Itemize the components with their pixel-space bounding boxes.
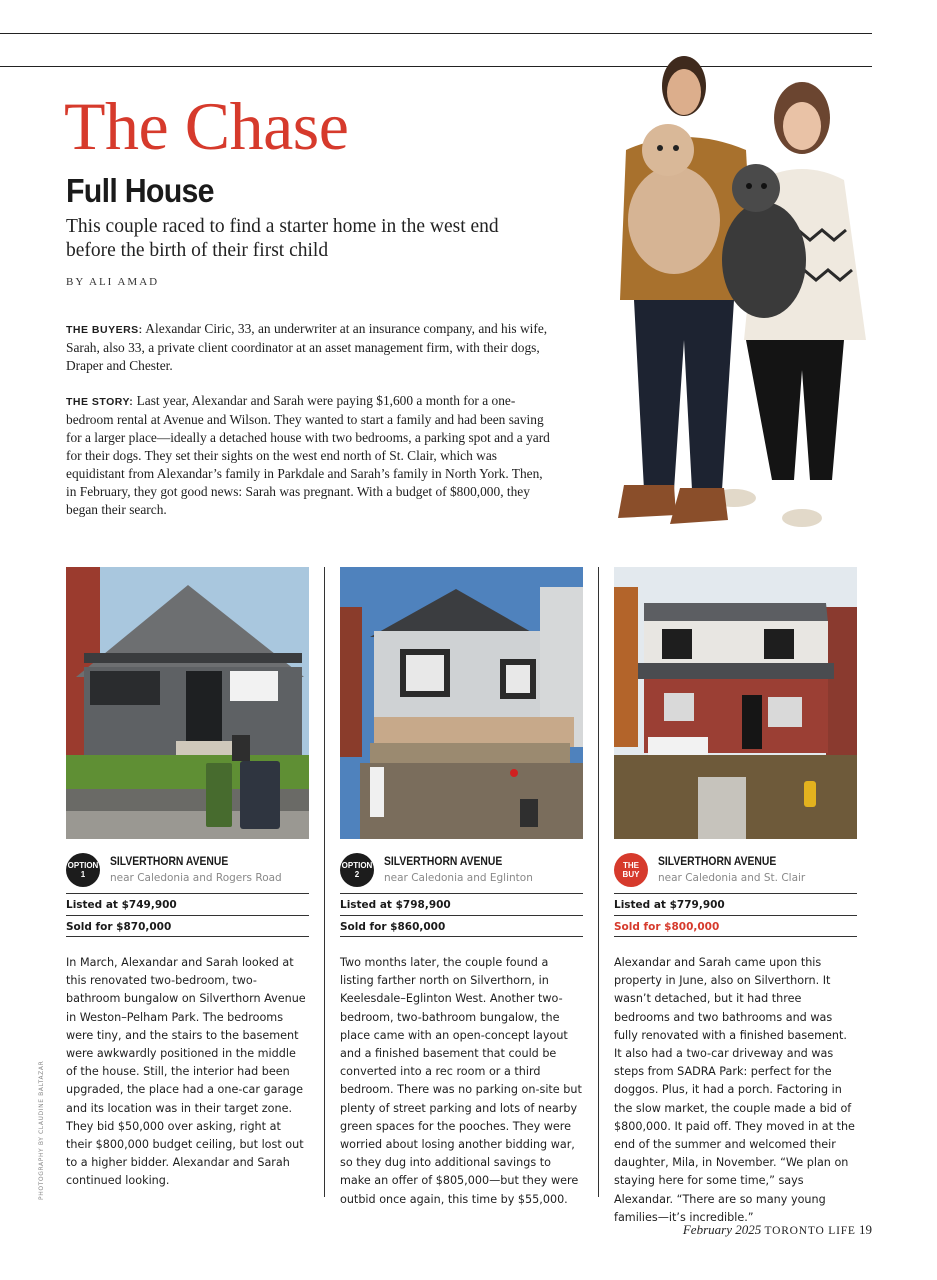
option-2-body: Two months later, the couple found a listing farther north on Silverthorn, in Keelesdale–Eglinton West. Another two-bedroom, two-bathroom bungalow, the place came with an open-concept layout and a finished basement that could be converted into a rec room or a third bedroom. There was no parking on-site but plenty of street parking and lots of nearby green spaces for the pooches. They were worried about losing another bidding war, so they dug into additional savings to make an offer of $805,000—but they were outbid once again, this time by $55,000.	[340, 956, 582, 1206]
option-1-column	[66, 567, 309, 1191]
badge-bottom: 2	[354, 870, 360, 879]
option-1-header	[66, 853, 309, 893]
option-2-house-photo	[340, 567, 583, 839]
option-2-column	[340, 567, 583, 1209]
top-rule	[0, 33, 872, 34]
photo-credit: PHOTOGRAPHY BY CLAUDINE BALTAZAR	[38, 1060, 45, 1200]
headline: Full House	[66, 172, 214, 209]
option-1-sold: Sold for $870,000	[66, 915, 309, 937]
option-1-listed: Listed at $749,900	[66, 893, 309, 915]
option-1-street: SILVERTHORN AVENUE	[110, 856, 229, 868]
dek: This couple raced to find a starter home in the west end before the birth of their first child	[66, 216, 499, 261]
the-buy-sold: Sold for $800,000	[614, 915, 857, 937]
the-buy-listed: Listed at $779,900	[614, 893, 857, 915]
folio-magazine: TORONTO LIFE	[764, 1225, 856, 1237]
option-2-listed: Listed at $798,900	[340, 893, 583, 915]
the-buy-near: near Caledonia and St. Clair	[658, 872, 806, 884]
option-1-house-photo	[66, 567, 309, 839]
option-1-near: near Caledonia and Rogers Road	[110, 872, 282, 884]
page-folio	[683, 1222, 872, 1238]
badge-top: OPTION	[67, 861, 99, 870]
folio-month: February 2025	[682, 1222, 762, 1237]
the-buy-street: SILVERTHORN AVENUE	[658, 856, 777, 868]
the-buy-column	[614, 567, 857, 1227]
badge-bottom: BUY	[622, 870, 640, 879]
the-buy-body: Alexandar and Sarah came upon this property in June, also on Silverthorn. It wasn’t detached, but it had three bedrooms and two bathrooms and was fully renovated with a finished basement. It also had a two-car driveway and was steps from SADRA Park: perfect for the doggos. Plus, it had a porch. Factoring in the slow market, the couple made a bid of $800,000. It paid off. They moved in at the end of the summer and welcomed their daughter, Mila, in November. “We plan on staying here for some time,” says Alexandar. “There are so many young families—it’s incredible.”	[614, 956, 855, 1224]
folio-page-number: 19	[859, 1222, 872, 1237]
buyers-paragraph	[66, 320, 556, 375]
story-text: Last year, Alexandar and Sarah were paying $1,600 a month for a one-bedroom rental at Avenue and Wilson. They wanted to start a family and had been saving for a larger place—ideally a detached house with two bedrooms, a parking spot and a yard for their dogs. They set their sights on the west end north of St. Clair, which was equidistant from Alexandar’s family in Parkdale and Sarah’s family in North York. Then, in February, they got good news: Sarah was pregnant. With a budget of $800,000, they began their search.	[66, 393, 550, 517]
badge-bottom: 1	[80, 870, 86, 879]
option-1-body: In March, Alexandar and Sarah looked at this renovated two-bedroom, two-bathroom bungalow on Silverthorn Avenue in Weston–Pelham Park. The bedrooms were tiny, and the stairs to the basement were awkwardly positioned in the middle of the house. Still, the interior had been upgraded, the place had a one-car garage and its location was in their target zone. They bid $50,000 over asking, right at their $800,000 budget ceiling, but lost out to a higher bidder. Alexandar and Sarah continued looking.	[66, 956, 306, 1188]
buyers-label: THE BUYERS:	[66, 324, 143, 336]
the-buy-house-photo	[614, 567, 857, 839]
section-kicker: The Chase	[64, 88, 349, 164]
buyers-text: Alexandar Ciric, 33, an underwriter at an insurance company, and his wife, Sarah, also 33, a private client coordinator at an asset management firm, with their dogs, Draper and Chester.	[66, 321, 548, 373]
column-divider-2	[598, 567, 599, 1197]
option-2-street: SILVERTHORN AVENUE	[384, 856, 503, 868]
option-2-near: near Caledonia and Eglinton	[384, 872, 533, 884]
badge-top: THE	[623, 861, 639, 870]
the-buy-badge	[614, 853, 648, 887]
option-1-badge	[66, 853, 100, 887]
column-divider-1	[324, 567, 325, 1197]
option-2-sold: Sold for $860,000	[340, 915, 583, 937]
story-label: THE STORY:	[66, 396, 134, 408]
couple-photo	[604, 40, 874, 540]
option-2-header	[340, 853, 583, 893]
option-2-badge	[340, 853, 374, 887]
byline: BY ALI AMAD	[66, 276, 160, 288]
the-buy-header	[614, 853, 857, 893]
badge-top: OPTION	[341, 861, 373, 870]
story-paragraph	[66, 392, 556, 519]
